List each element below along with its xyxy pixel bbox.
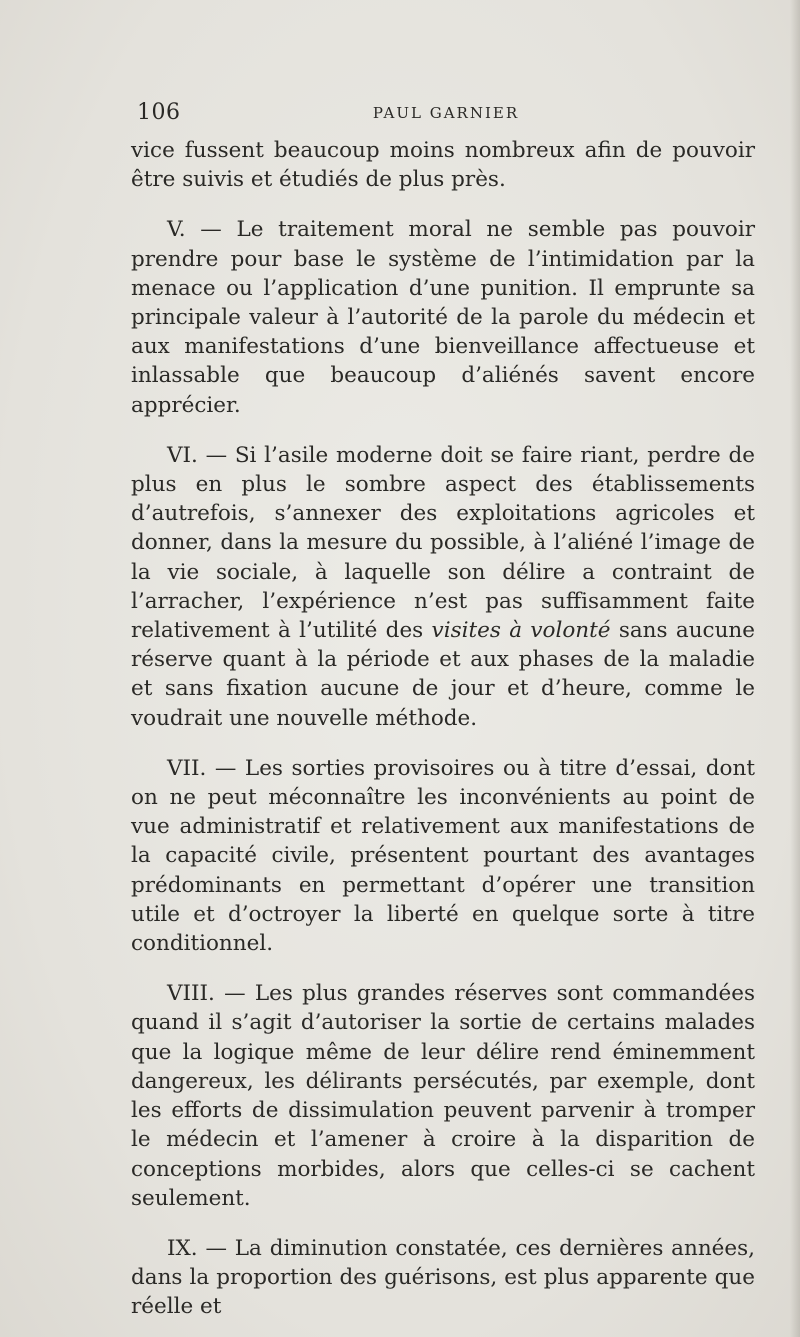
page-header bbox=[137, 100, 755, 130]
paragraph-ix: IX. — La diminution constatée, ces dernières années, dans la proportion des guérisons, est plus apparente que réelle et bbox=[131, 1235, 755, 1320]
page-edge-shadow bbox=[790, 0, 800, 1337]
page-number: 106 bbox=[137, 100, 181, 125]
paragraph-v: V. — Le traitement moral ne semble pas pouvoir prendre pour base le système de l’intimidation par la menace ou l’application d’une punition. Il emprunte sa principale valeur à l’autorité de la parole du médecin et aux manifestations d’une bienveillance affectueuse et inlassable que beaucoup d’aliénés savent encore apprécier. bbox=[131, 217, 755, 418]
paragraph-vi-italic: visites à volonté bbox=[431, 618, 611, 644]
paragraph-vi bbox=[131, 441, 755, 733]
paragraph-vi-part1: VI. — Si l’asile moderne doit se faire riant, perdre de plus en plus le sombre aspect des établissements d’autrefois, s’annexer des exploitations agricoles et donner, dans la mesure du possible, à l’aliéné l’image de la vie sociale, à laquelle son délire a contraint de l’arracher, l’expérience n’est pas suffisamment faite relativement à l’utilité des bbox=[131, 442, 755, 644]
paragraph-vii: VII. — Les sorties provisoires ou à titre d’essai, dont on ne peut méconnaître les inconvénients au point de vue administratif et relativement aux manifestations de la capacité civile, présentent pourtant des avantages prédominants en permettant d’opérer une transition utile et d’octroyer la liberté en quelque sorte à titre conditionnel. bbox=[131, 755, 755, 957]
paragraph-vi-part2: sans aucune réserve quant à la période et aux phases de la maladie et sans fixation aucune de jour et d’heure, comme le voudrait une nouvelle méthode. bbox=[131, 618, 756, 731]
paragraph-viii: VIII. — Les plus grandes réserves sont commandées quand il s’agit d’autoriser la sortie de certains malades que la logique même de leur délire rend éminemment dangereux, les délirants persécutés, par exemple, dont les efforts de dissimulation peuvent parvenir à tromper le médecin et l’amener à croire à la disparition de conceptions morbides, alors que celles-ci se cachent seulement. bbox=[131, 981, 755, 1211]
paragraph-continuation: vice fussent beaucoup moins nombreux afin de pouvoir être suivis et étudiés de plus près. bbox=[131, 138, 755, 193]
body-text bbox=[131, 136, 755, 1322]
running-head: PAUL GARNIER bbox=[372, 104, 520, 122]
